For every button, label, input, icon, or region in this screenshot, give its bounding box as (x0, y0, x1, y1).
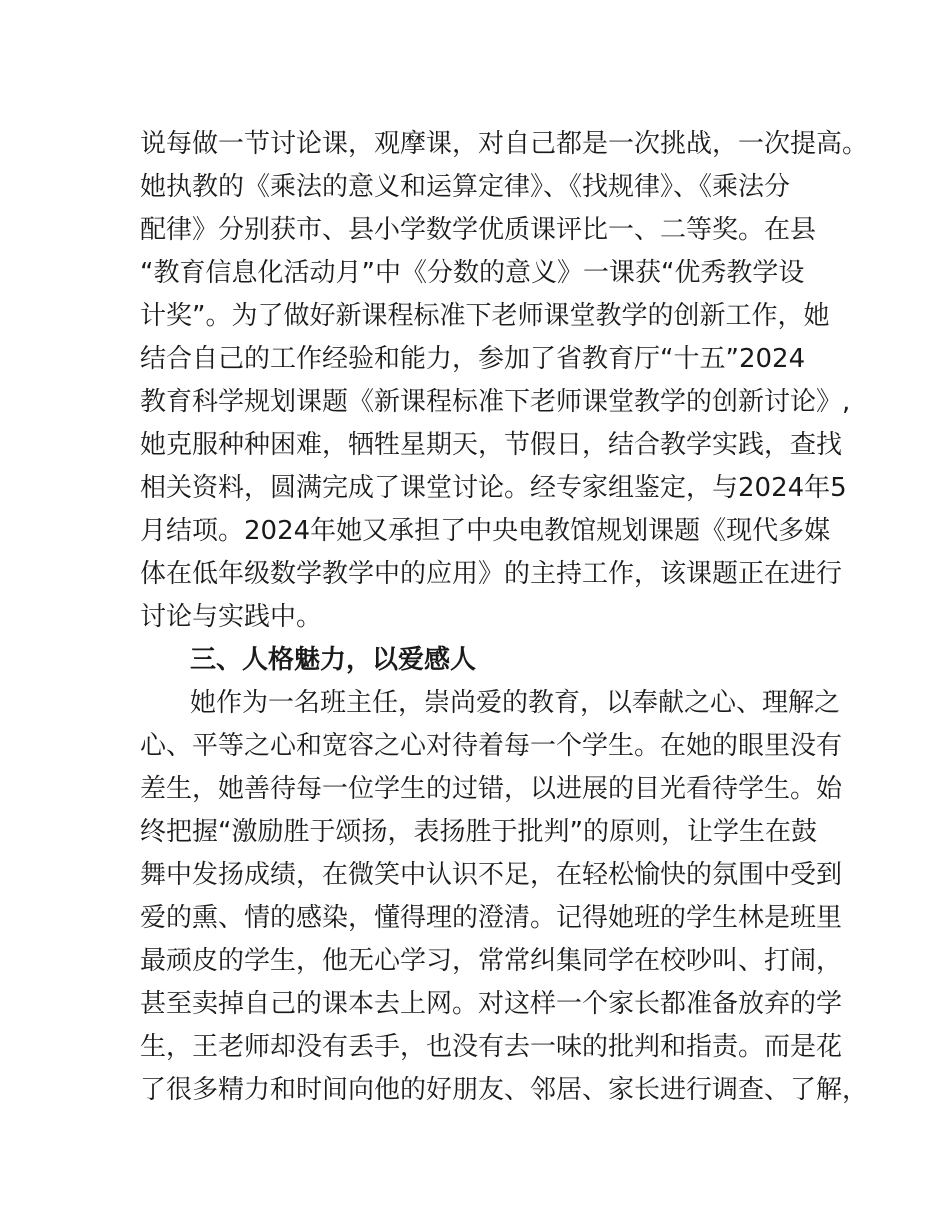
paragraph-line: 终把握“激励胜于颂扬，表扬胜于批判”的原则，让学生在鼓 (140, 817, 817, 847)
paragraph-line: 甚至卖掉自己的课本去上网。对这样一个家长都准备放弃的学 (140, 989, 843, 1019)
paragraph-line: 了很多精力和时间向他的好朋友、邻居、家长进行调查、了解， (140, 1075, 869, 1105)
paragraph-line: 她克服种种困难，牺牲星期天，节假日，结合教学实践，查找 (140, 430, 843, 460)
paragraph-line: 心、平等之心和宽容之心对待着每一个学生。在她的眼里没有 (140, 731, 843, 761)
paragraph-line: 计奖”。为了做好新课程标准下老师课堂教学的创新工作，她 (140, 301, 830, 331)
paragraph-line: “教育信息化活动月”中《分数的意义》一课获“优秀教学设 (140, 258, 805, 288)
paragraph-line: 配律》分别获市、县小学数学优质课评比一、二等奖。在县 (140, 215, 817, 245)
paragraph-line: 月结项。2024年她又承担了中央电教馆规划课题《现代多媒 (140, 516, 831, 546)
paragraph-line: 讨论与实践中。 (140, 602, 323, 632)
paragraph-line: 相关资料，圆满完成了课堂讨论。经专家组鉴定，与2024年5 (140, 473, 847, 503)
paragraph-line: 差生，她善待每一位学生的过错，以进展的目光看待学生。始 (140, 774, 843, 804)
section-heading: 三、人格魅力，以爱感人 (190, 645, 477, 675)
paragraph-line: 体在低年级数学教学中的应用》的主持工作，该课题正在进行 (140, 559, 843, 589)
paragraph-line: 爱的熏、情的感染，懂得理的澄清。记得她班的学生林是班里 (140, 903, 843, 933)
paragraph-line: 教育科学规划课题《新课程标准下老师课堂教学的创新讨论》, (140, 387, 851, 417)
paragraph-line: 说每做一节讨论课，观摩课，对自己都是一次挑战，一次提高。 (140, 129, 869, 159)
paragraph-line: 生，王老师却没有丢手，也没有去一味的批判和指责。而是花 (140, 1032, 843, 1062)
paragraph-line: 舞中发扬成绩，在微笑中认识不足，在轻松愉快的氛围中受到 (140, 860, 843, 890)
paragraph-line: 她作为一名班主任，崇尚爱的教育，以奉献之心、理解之 (190, 688, 841, 718)
paragraph-line: 她执教的《乘法的意义和运算定律》、《找规律》、《乘法分 (140, 172, 791, 202)
paragraph-line: 结合自己的工作经验和能力，参加了省教育厅“十五”2024 (140, 344, 806, 374)
paragraph-line: 最顽皮的学生，他无心学习，常常纠集同学在校吵叫、打闹， (140, 946, 843, 976)
